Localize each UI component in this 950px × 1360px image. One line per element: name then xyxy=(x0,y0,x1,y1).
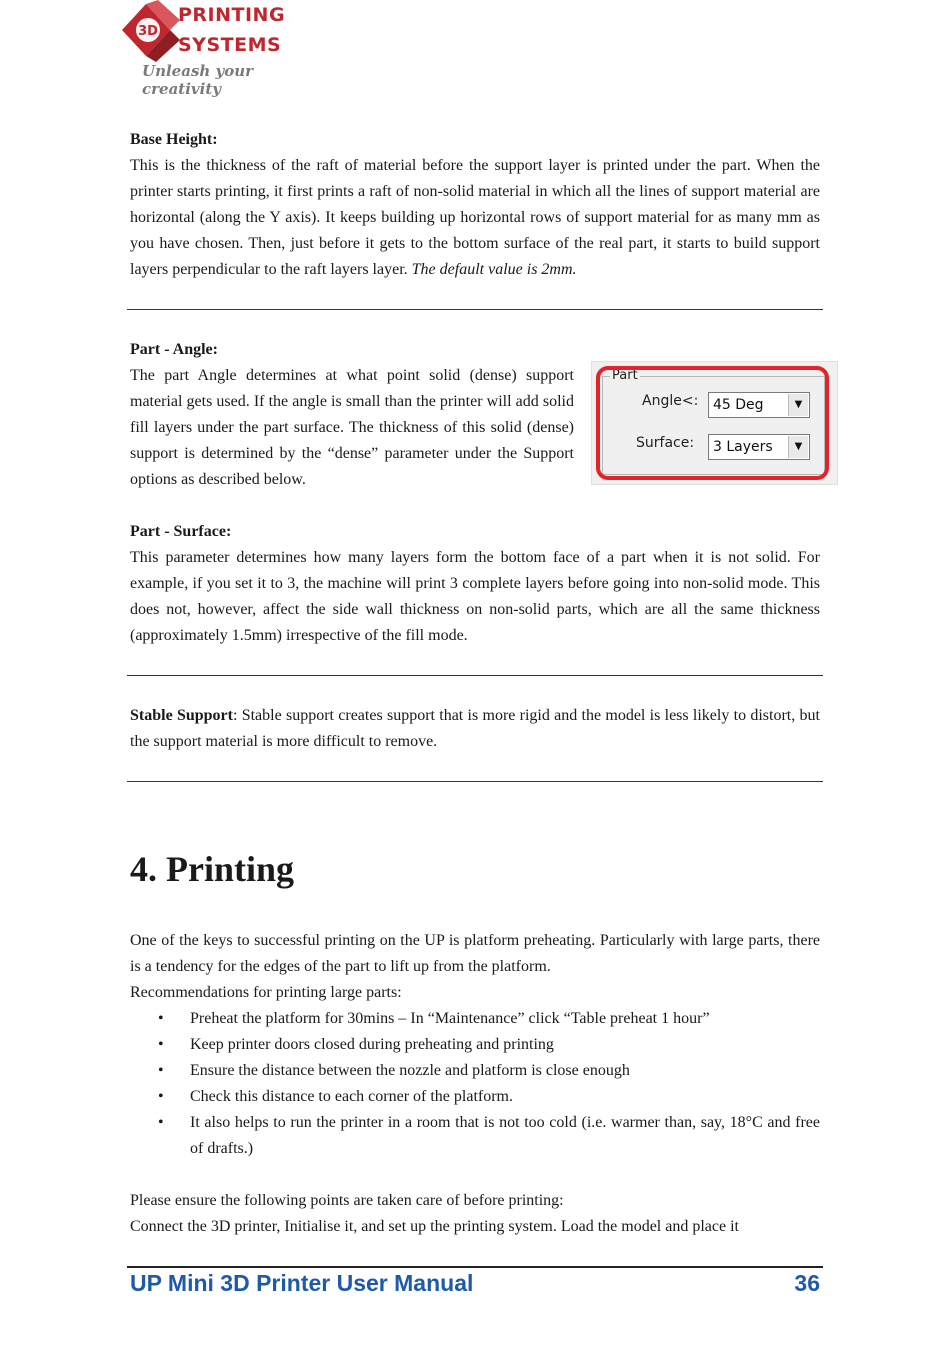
footer-title: UP Mini 3D Printer User Manual xyxy=(130,1270,474,1296)
chevron-down-icon[interactable]: ▼ xyxy=(788,436,808,458)
section-divider xyxy=(127,309,823,310)
stable-support-heading: Stable Support xyxy=(130,707,233,724)
part-group-title: Part xyxy=(612,368,638,383)
part-surface-section xyxy=(130,519,820,649)
list-item xyxy=(130,1084,820,1110)
part-angle-section xyxy=(130,337,574,493)
list-item-text: Preheat the platform for 30mins – In “Maintenance” click “Table preheat 1 hour” xyxy=(190,1010,710,1027)
surface-select-value: 3 Layers xyxy=(713,439,773,455)
bullet-icon: • xyxy=(158,1088,164,1105)
part-surface-body: This parameter determines how many layers form the bottom face of a part when it is not solid. For example, if you set it to 3, the machine will print 3 complete layers before going into non-solid mode. This does not, however, affect the side wall thickness on non-solid parts, which are all the same thickness (approximately 1.5mm) irrespective of the fill mode. xyxy=(130,549,820,644)
surface-label: Surface: xyxy=(636,435,695,451)
list-item-text: It also helps to run the printer in a room that is not too cold (i.e. warmer than, say, 18°C and free of drafts.) xyxy=(190,1114,820,1157)
angle-label: Angle<: xyxy=(642,393,699,409)
list-item xyxy=(130,1110,820,1162)
recommendations-list xyxy=(130,1006,820,1162)
part-angle-heading: Part - Angle: xyxy=(130,341,218,358)
highlight-frame xyxy=(596,366,829,480)
logo-line-1: PRINTING xyxy=(178,4,286,26)
logo-badge: 3D xyxy=(138,24,158,39)
chevron-down-icon[interactable]: ▼ xyxy=(788,394,808,416)
company-logo xyxy=(118,0,293,98)
list-item xyxy=(130,1006,820,1032)
bullet-icon: • xyxy=(158,1036,164,1053)
stable-support-body: : Stable support creates support that is more rigid and the model is less likely to distort, but the support material is more difficult to remove. xyxy=(130,707,820,750)
list-item-text: Ensure the distance between the nozzle and platform is close enough xyxy=(190,1062,630,1079)
base-height-section xyxy=(130,127,820,283)
ensure-text: Please ensure the following points are taken care of before printing: xyxy=(130,1192,564,1209)
bullet-icon: • xyxy=(158,1062,164,1079)
list-item xyxy=(130,1058,820,1084)
section-divider xyxy=(127,781,823,782)
list-item-text: Keep printer doors closed during preheating and printing xyxy=(190,1036,554,1053)
angle-select-value: 45 Deg xyxy=(713,397,764,413)
bullet-icon: • xyxy=(158,1010,164,1027)
stable-support-section xyxy=(130,703,820,755)
section-divider xyxy=(127,675,823,676)
part-settings-screenshot xyxy=(591,361,838,485)
recommendations-heading: Recommendations for printing large parts: xyxy=(130,984,402,1001)
connect-text: Connect the 3D printer, Initialise it, and set up the printing system. Load the model and place it xyxy=(130,1218,739,1235)
spacer xyxy=(130,1162,820,1188)
logo-tagline: Unleash your creativity xyxy=(142,62,254,98)
printing-intro: One of the keys to successful printing on the UP is platform preheating. Particularly with large parts, there is a tendency for the edges of the part to lift up from the platform. xyxy=(130,932,820,975)
base-height-body xyxy=(130,153,820,283)
list-item xyxy=(130,1032,820,1058)
base-height-heading: Base Height: xyxy=(130,131,218,148)
bullet-icon: • xyxy=(158,1114,164,1131)
part-surface-heading: Part - Surface: xyxy=(130,523,232,540)
list-item-text: Check this distance to each corner of the platform. xyxy=(190,1088,513,1105)
page-number: 36 xyxy=(794,1270,820,1296)
printing-section xyxy=(130,928,820,1240)
base-height-text: This is the thickness of the raft of material before the support layer is printed under the part. When the printer starts printing, it first prints a raft of non-solid material in which all the lines of support material are horizontal (along the Y axis). It keeps building up horizontal rows of support material for as many mm as you have chosen. Then, just before it gets to the bottom surface of the real part, it starts to build support layers perpendicular to the raft layers layer. xyxy=(130,157,820,278)
base-height-default-note: The default value is 2mm. xyxy=(411,261,577,278)
chapter-title: 4. Printing xyxy=(130,849,295,889)
logo-line-2: SYSTEMS xyxy=(178,34,282,56)
part-angle-body: The part Angle determines at what point solid (dense) support material gets used. If the angle is small than the printer will add solid fill layers under the part surface. The thickness of this solid (dense) support is determined by the “dense” parameter under the Support options as described below. xyxy=(130,367,574,488)
